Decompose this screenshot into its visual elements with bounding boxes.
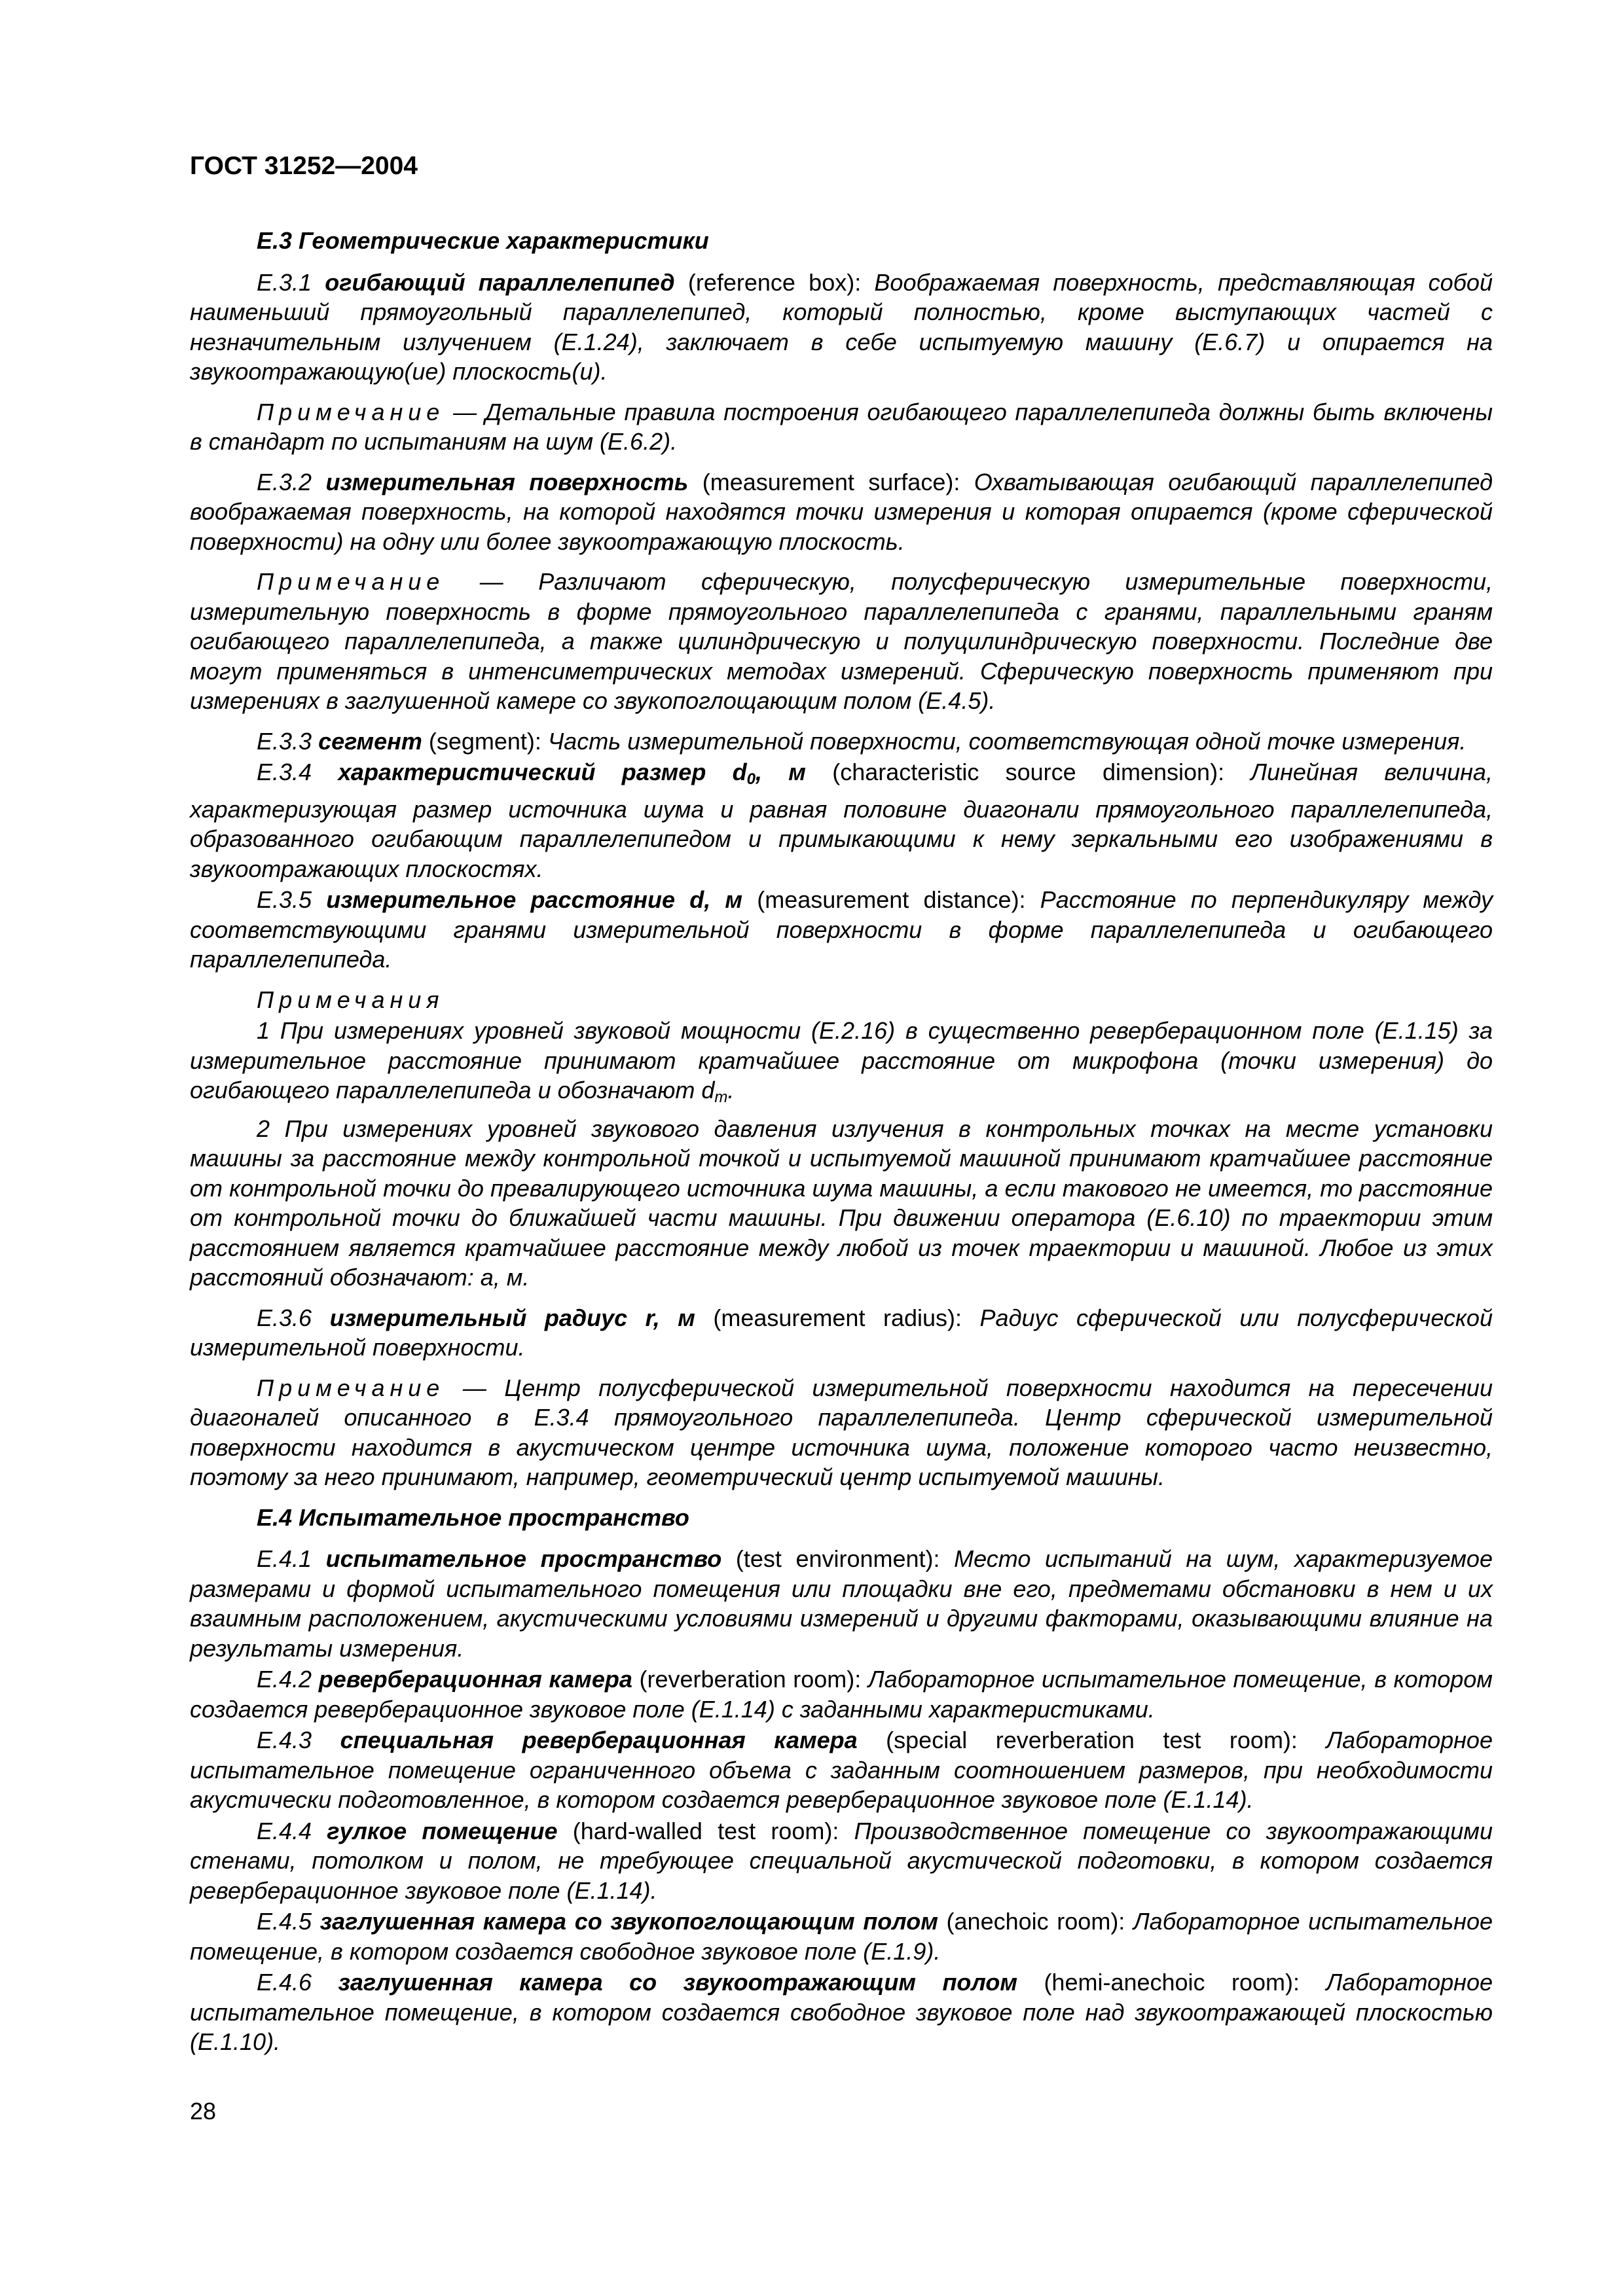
term-number: Е.4.5 [257,1908,312,1935]
term-e45 [190,1907,1493,1966]
note-e31 [190,397,1493,457]
term-name: измерительная поверхность [325,468,689,495]
notes-label: Примечания [257,986,445,1013]
term-unit: , м [704,886,743,913]
term-e41 [190,1544,1493,1663]
term-english: (segment): [428,727,541,755]
term-number: Е.4.1 [257,1545,312,1572]
term-definition: Воображаемая поверхность, представляющая собой наименьший прямоугольный параллелепипед, который полностью, кроме выступающих частей с незначительным излучением (Е.1.24), заключает в себе испытуемую машину (Е.6.7) и опирается на звукоотражающую(ие) плоскость(и). [190,268,1493,385]
term-name: измерительное расстояние [326,886,676,913]
note-e32 [190,567,1493,716]
section-title-e3: Е.3 Геометрические характеристики [257,227,709,254]
term-english: (test environment): [735,1545,940,1572]
term-definition: Лабораторное испытательное помещение, в котором создается свободное звуковое поле (Е.1.9). [190,1908,1493,1965]
term-number: Е.3.2 [257,468,312,495]
note-e36 [190,1373,1493,1492]
term-name: реверберационная камера [318,1666,632,1693]
term-name: испытательное пространство [325,1545,722,1572]
note-text: — Различают сферическую, полусферическую измерительные поверхности, измерительную поверхность в форме прямоугольного параллелепипеда с гранями, параллельными граням огибающего параллелепипеда, а также цилиндрическую и полуцилиндрическую поверхности. Последние две могут применяться в интенсиметрических методах измерений. Сферическую поверхность применяют при измерениях в заглушенной камере со звукопоглощающим полом (Е.4.5). [190,568,1493,714]
term-definition: Охватывающая огибающий параллелепипед воображаемая поверхность, на которой находятся точки измерения и которая опирается (кроме сферической поверхности) на одну или более звукоотражающую плоскость. [190,468,1493,555]
term-e31 [190,268,1493,387]
note-symbol: d [701,1077,715,1103]
term-english: (hard-walled test room): [572,1817,839,1844]
term-name: заглушенная камера со звукоотражающим полом [338,1969,1017,1996]
content [190,226,1493,2058]
term-unit: , м [653,1304,695,1331]
term-name: заглушенная камера со звукопоглощающим полом [319,1908,938,1935]
note-text: — Детальные правила построения огибающего параллелепипеда должны быть включены в стандарт по испытаниям на шум (Е.6.2). [190,398,1493,455]
term-number: Е.3.5 [257,886,312,913]
term-e32 [190,467,1493,557]
note-item-2: 2 При измерениях уровней звукового давления излучения в контрольных точках на месте установки машины за расстояние между контрольной точкой и испытуемой машиной принимают кратчайшее расстояние от контрольной точки до превалирующего источника шума машины, а если такового не имеется, то расстояние от контрольной точки до ближайшей части машины. При движении оператора (Е.6.10) по траектории этим расстоянием является кратчайшее расстояние между любой из точек траектории и машиной. Любое из этих расстояний обозначают: а, м. [190,1115,1493,1291]
term-english: (anechoic room): [946,1908,1125,1935]
term-number: Е.3.4 [257,759,312,785]
note-label: Примечание [257,1374,445,1401]
term-name: характеристический размер [338,759,706,785]
term-name: специальная реверберационная камера [340,1727,858,1753]
section-title-e4: Е.4 Испытательное пространство [257,1503,689,1531]
term-definition: Часть измерительной поверхности, соответствующая одной точке измерения. [547,727,1467,755]
term-unit: , м [756,759,806,785]
term-name: измерительный радиус [329,1304,628,1331]
document-number: ГОСТ 31252—2004 [190,152,418,180]
note-text: — Центр полусферической измерительной поверхности находится на пересечении диагоналей описанного в Е.3.4 прямоугольного параллелепипеда. Центр сферической измерительной поверхности находится в акустическом центре источника шума, положение которого часто неизвестно, поэтому за него принимают, например, геометрический центр испытуемой машины. [190,1374,1493,1490]
term-definition: Лабораторное испытательное помещение ограниченного объема с заданным соотношением размеров, при необходимости акустически подготовленное, в котором создается реверберационное звуковое поле (Е.1.14). [190,1727,1493,1813]
term-name: огибающий параллелепипед [325,268,675,296]
note-label: Примечание [257,398,445,425]
term-english: (reference box): [687,268,862,296]
term-english: (special reverberation test room): [886,1727,1298,1753]
term-definition: Расстояние по перпендикуляру между соответствующими гранями измерительной поверхности в форме параллелепипеда и огибающего параллелепипеда. [190,886,1493,973]
term-name: гулкое помещение [327,1817,558,1844]
term-number: Е.4.6 [257,1969,312,1996]
term-english: (measurement distance): [757,886,1026,913]
term-english: (hemi-anechoic room): [1044,1969,1300,1996]
term-e44 [190,1816,1493,1906]
note-label: Примечание [257,568,445,595]
term-definition: Производственное помещение со звукоотражающими стенами, потолком и полом, не требующее специальной акустической подготовки, в котором создается реверберационное звуковое поле (Е.1.14). [190,1817,1493,1904]
term-number: Е.4.3 [257,1727,312,1753]
term-number: Е.3.1 [257,268,312,296]
term-english: (measurement surface): [702,468,960,495]
term-definition: Лабораторное испытательное помещение, в котором создается свободное звуковое поле над звукоотражающей плоскостью (Е.1.10). [190,1969,1493,2055]
term-e42 [190,1664,1493,1724]
term-symbol: d [732,759,747,785]
term-symbol: r [645,1304,653,1331]
term-name: сегмент [318,727,422,755]
term-e33 [190,726,1493,757]
note-item-1: 1 При измерениях уровней звуковой мощности (Е.2.16) в существенно реверберационном поле (Е.1.15) за измерительное расстояние принимают кратчайшее расстояние от микрофона (точки измерения) до огибающего параллелепипеда и обозначают $d_m$. [190,1017,1493,1106]
term-e35 [190,885,1493,975]
page-number: 28 [190,2098,217,2125]
term-number: Е.4.4 [257,1817,312,1844]
term-number: Е.3.3 [257,727,312,755]
note-symbol-subscript: m [714,1088,728,1106]
term-symbol-subscript: 0 [746,770,756,788]
term-number: Е.4.2 [257,1666,312,1693]
term-english: (reverberation room): [639,1666,862,1693]
term-e46 [190,1967,1493,2057]
term-e36 [190,1303,1493,1363]
term-number: Е.3.6 [257,1304,312,1331]
term-definition: Радиус сферической или полусферической измерительной поверхности. [190,1304,1493,1361]
term-english: (measurement radius): [713,1304,962,1331]
term-e43 [190,1725,1493,1815]
term-definition: Место испытаний на шум, характеризуемое размерами и формой испытательного помещения или площадки вне его, предметами обстановки в нем и их взаимным расположением, акустическими условиями измерений и другими факторами, оказывающими влияние на результаты измерения. [190,1545,1493,1662]
term-definition: Лабораторное испытательное помещение, в котором создается реверберационное звуковое поле (Е.1.14) с заданными характеристиками. [190,1666,1493,1723]
term-definition: Линейная величина, характеризующая размер источника шума и равная половине диагонали прямоугольного параллелепипеда, образованного огибающим параллелепипедом и примыкающими к нему зеркальными его изображениями в звукоотражающих плоскостях. [190,759,1493,882]
term-e34 [190,757,1493,884]
notes-e35-label [190,985,1493,1015]
term-symbol: d [689,886,704,913]
term-english: (characteristic source dimension): [832,759,1225,785]
